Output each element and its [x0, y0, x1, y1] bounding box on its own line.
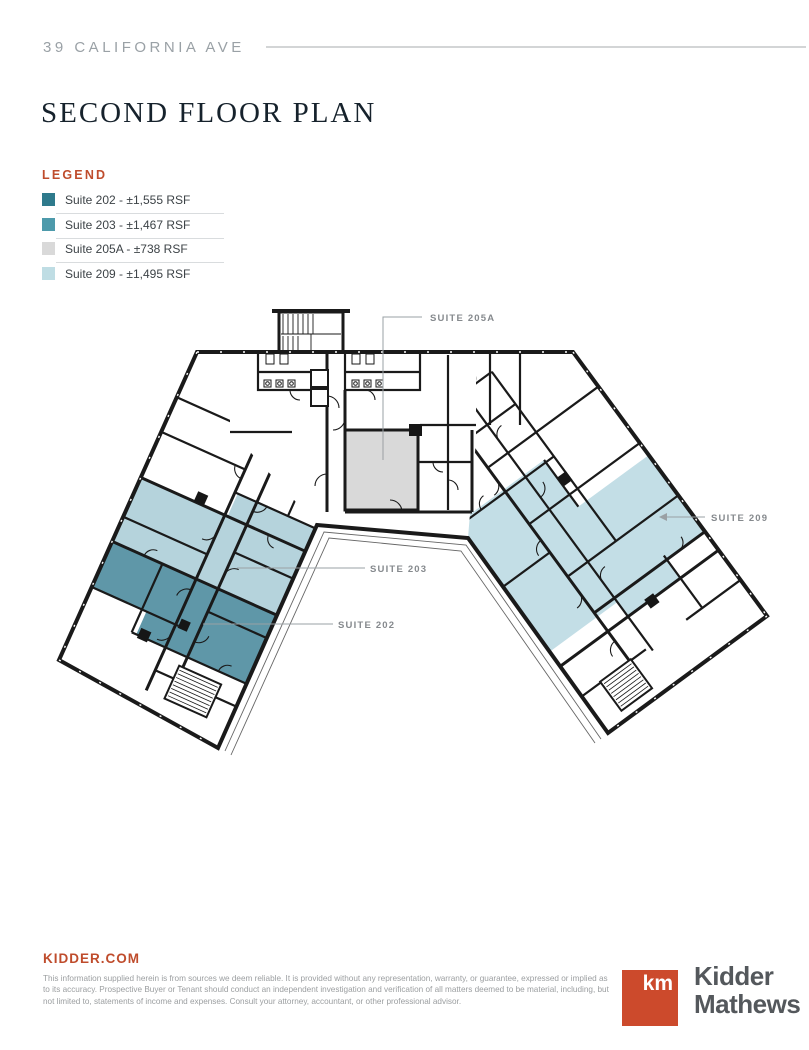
legend-row-suite-209 [42, 266, 228, 284]
page-title: SECOND FLOOR PLAN [41, 97, 377, 129]
property-name: 39 CALIFORNIA AVE [43, 39, 245, 56]
legend-separator [56, 262, 224, 263]
legend-separator [56, 238, 224, 239]
suite-209-label: SUITE 209 [711, 513, 769, 524]
kidder-mathews-wordmark [694, 963, 800, 1018]
elevator [311, 389, 328, 406]
website-link[interactable]: KIDDER.COM [43, 951, 140, 966]
legend-title: LEGEND [42, 168, 108, 182]
legend-label: Suite 203 - ±1,467 RSF [65, 217, 191, 232]
suite-209-swatch [42, 267, 55, 280]
legend-label: Suite 209 - ±1,495 RSF [65, 266, 191, 281]
legend-row-suite-202 [42, 192, 228, 210]
disclaimer-text: This information supplied herein is from sources we deem reliable. It is provided without any representation, warranty, or guarantee, expressed or implied as to its accuracy. Prospective Buyer or Tenant should conduct an independent investigation and verification of all matters deemed to be material, including, but not limited to, statements of income and expenses. Consult your attorney, accountant, or other professional advisor. [43, 974, 609, 1006]
suite-205a-area [345, 430, 418, 510]
legend-label: Suite 205A - ±738 RSF [65, 242, 188, 256]
legend-separator [56, 213, 224, 214]
right-stairs [600, 659, 652, 711]
kidder-mathews-logo-mark [622, 970, 678, 1026]
km-logo-icon: km [642, 972, 673, 995]
elevator [311, 370, 328, 387]
suite-203-swatch [42, 218, 55, 231]
suite-205a-label: SUITE 205A [430, 313, 496, 324]
wordmark-line1: Kidder [694, 961, 774, 991]
floor-plan [0, 290, 809, 770]
suite-205a-swatch [42, 242, 55, 255]
header-rule [266, 46, 806, 48]
left-wing [62, 352, 362, 726]
suite-202-swatch [42, 193, 55, 206]
legend-label: Suite 202 - ±1,555 RSF [65, 193, 191, 207]
floor-plan-svg [0, 290, 809, 770]
suite-202-label: SUITE 202 [338, 620, 396, 631]
wordmark-line2: Mathews [694, 988, 801, 1019]
left-wing-main-walls [62, 352, 362, 726]
left-stairs [164, 666, 221, 718]
column [409, 424, 422, 436]
legend [42, 168, 228, 298]
suite-209-area [455, 408, 718, 666]
legend-row-suite-203 [42, 217, 228, 235]
suite-203-label: SUITE 203 [370, 564, 428, 575]
legend-row-suite-205a [42, 241, 228, 259]
